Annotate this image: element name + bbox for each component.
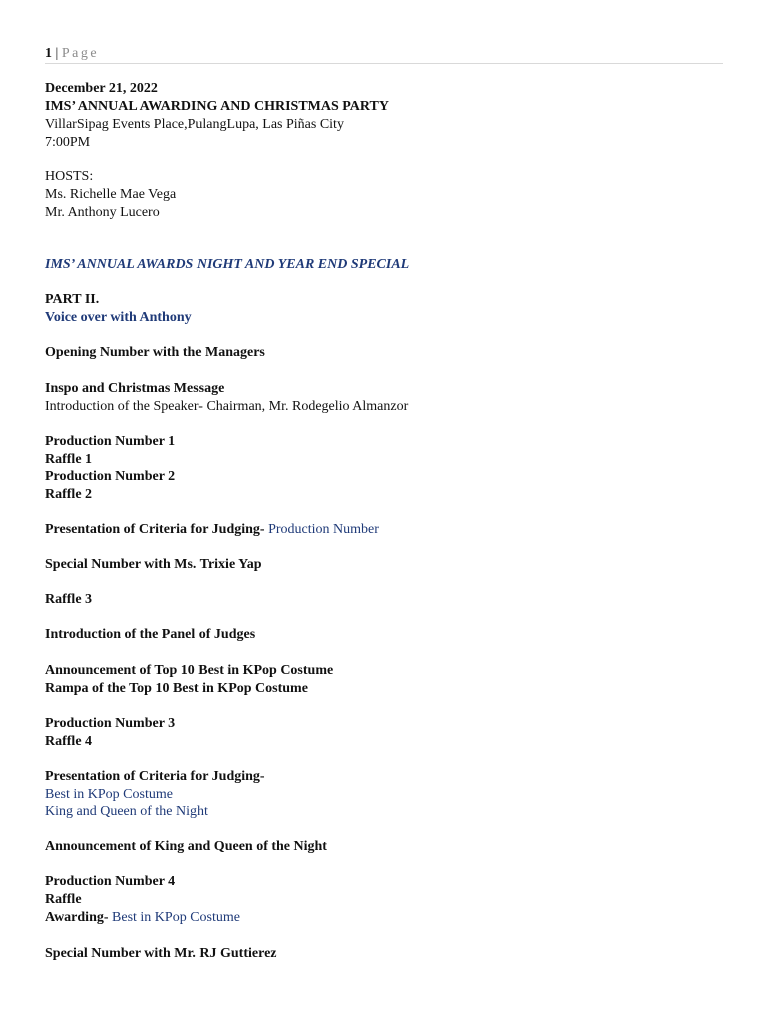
program-item: Raffle 1 [45,452,93,467]
awarding-value: Best in KPop Costume [108,910,240,925]
program-item: Production Number 3 [45,716,176,731]
criteria-value: King and Queen of the Night [45,804,208,819]
criteria-value: Best in KPop Costume [45,787,173,802]
program-item: Production Number 4 [45,874,176,889]
program-item: Opening Number with the Managers [45,345,265,360]
host-name: Ms. Richelle Mae Vega [45,187,177,202]
program-item: Introduction of the Panel of Judges [45,627,256,642]
program-item: Production Number 2 [45,469,176,484]
program-item: Announcement of King and Queen of the Night [45,839,327,854]
header-separator: | [55,46,59,61]
event-title: IMS’ ANNUAL AWARDING AND CHRISTMAS PARTY [45,99,389,114]
event-venue: VillarSipag Events Place,PulangLupa, Las Piñas City [45,117,344,132]
event-time: 7:00PM [45,135,91,150]
program-item: Raffle 4 [45,734,93,749]
program-item [45,521,379,539]
program-item [45,909,240,927]
program-subitem: Introduction of the Speaker- Chairman, Mr. Rodegelio Almanzor [45,399,409,414]
program-item: Raffle 3 [45,592,93,607]
program-item: Production Number 1 [45,434,176,449]
host-name: Mr. Anthony Lucero [45,205,160,220]
part-heading: PART II. [45,292,100,307]
criteria-label: Presentation of Criteria for Judging- [45,522,265,537]
program-item: Rampa of the Top 10 Best in KPop Costume [45,681,308,696]
criteria-value: Production Number [264,522,379,537]
page-number: 1 [45,46,52,61]
program-item: Special Number with Mr. RJ Guttierez [45,946,277,961]
program-item: Inspo and Christmas Message [45,381,225,396]
event-date: December 21, 2022 [45,81,158,96]
hosts-label: HOSTS: [45,169,94,184]
section-title: IMS’ ANNUAL AWARDS NIGHT AND YEAR END SPECIAL [45,257,410,272]
awarding-label: Awarding- [45,910,109,925]
page-header [45,44,723,64]
program-item: Announcement of Top 10 Best in KPop Costume [45,663,334,678]
page-label: Page [61,46,100,61]
program-item: Raffle 2 [45,487,93,502]
program-item: Special Number with Ms. Trixie Yap [45,557,262,572]
program-item: Raffle [45,892,82,907]
program-item: Presentation of Criteria for Judging- [45,769,265,784]
program-item: Voice over with Anthony [45,310,192,325]
